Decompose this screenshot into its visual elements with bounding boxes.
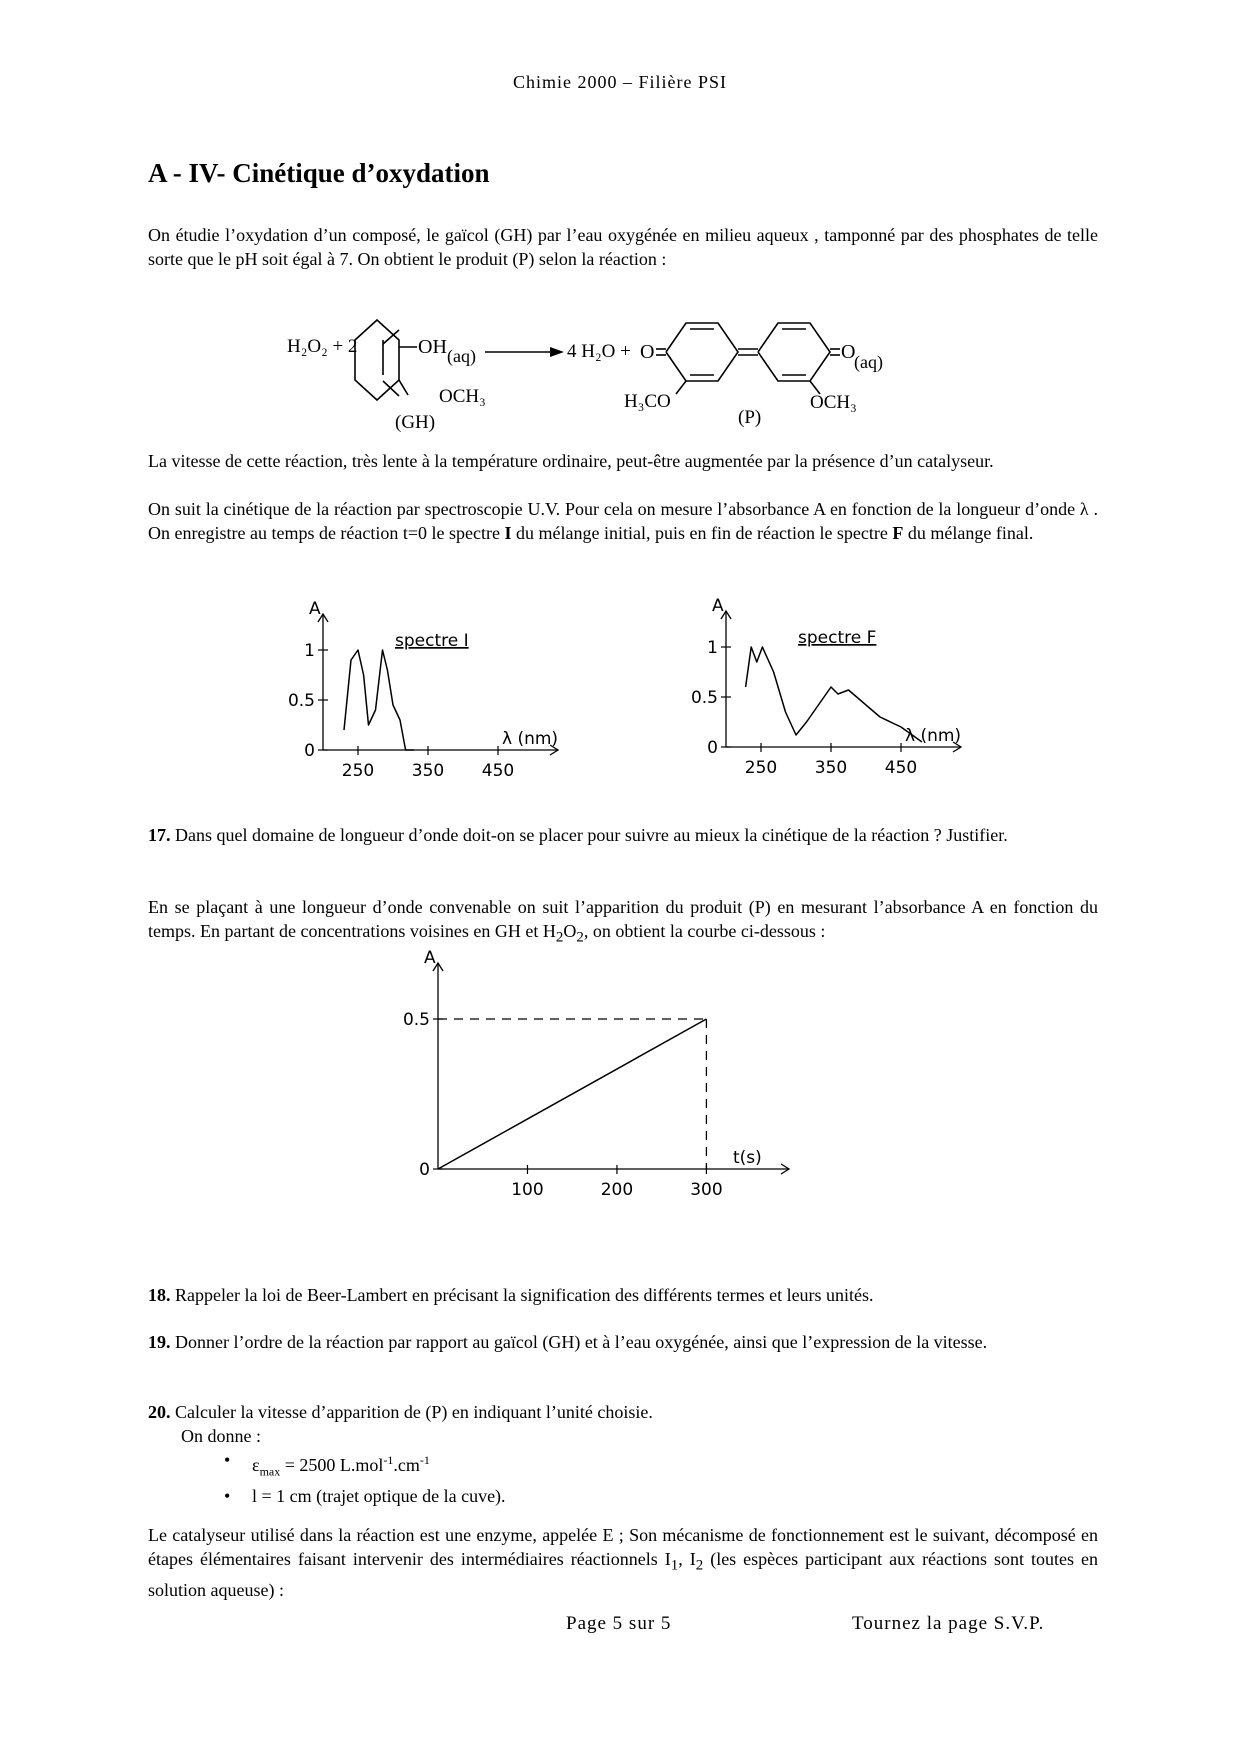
spectro-text-3: du mélange final. [903,523,1034,543]
epsilon-unit-2: .cm [393,1455,420,1475]
spectre-f-chart [688,595,988,790]
oh-group: OH [418,336,447,358]
y-axis-label: A [424,948,436,968]
q20-epsilon-item [148,1448,1098,1484]
section-title: A - IV- Cinétique d’oxydation [148,158,490,188]
absorbance-time-chart [390,948,790,1215]
apparition-paragraph [148,895,1098,950]
q17-number: 17. [148,825,171,845]
intro-text: On étudie l’oxydation d’un composé, le gaïcol (GH) par l’eau oxygénée en milieu aqueux , tamponné par des phosphates de telle sorte que le pH soit égal à 7. On obtient le produit (P) selon la réaction : [148,225,1098,269]
epsilon-sub: max [259,1464,281,1479]
q20-number: 20. [148,1402,171,1422]
gh-label: (GH) [395,412,436,433]
y-tick-label: 0.5 [287,691,315,711]
q20-given: On donne : [181,1426,261,1446]
vitesse-text: La vitesse de cette réaction, très lente à la température ordinaire, peut-être augmentée par la présence d’un catalyseur. [148,451,994,471]
guaiacol-ring [355,320,417,400]
apparition-sub-1: 2 [555,929,564,946]
x-tick-label: 250 [744,758,778,778]
page-number: Page 5 sur 5 [566,1613,672,1634]
catalyseur-sub-1: 1 [670,1557,679,1574]
y-tick-label: 1 [707,638,718,658]
q20-text: Calculer la vitesse d’apparition de (P) en indiquant l’unité choisie. [170,1402,653,1422]
q17-text: Dans quel domaine de longueur d’onde doit-on se placer pour suivre au mieux la cinétique de la réaction ? Justifier. [170,825,1008,845]
x-tick-label: 100 [511,1180,544,1200]
page-header: Chimie 2000 – Filière PSI [513,72,727,92]
x-axis-label: λ (nm) [905,726,962,746]
y-axis-label: A [309,599,321,619]
y-tick-label: 0 [419,1160,430,1180]
q20-data-list [148,1448,1098,1508]
y-axis-label: A [712,596,724,616]
vitesse-paragraph [148,449,1098,473]
x-tick-label: 350 [411,761,445,781]
q18-number: 18. [148,1285,171,1305]
y-tick-label: 0.5 [402,1010,430,1030]
apparition-mid: O [563,921,577,941]
epsilon-value: = 2500 L.mol [280,1455,384,1475]
y-tick-label: 0.5 [690,688,718,708]
apparition-text-2: , on obtient la courbe ci-dessous : [583,921,826,941]
chart-title: spectre F [798,628,877,648]
p-label: (P) [738,407,762,428]
y-tick-label: 0 [304,741,315,761]
spectro-text-1: On suit la cinétique de la réaction par spectroscopie U.V. Pour cela on mesure l’absorbance A en fonction de la longueur d’onde λ . On enregistre au temps de réaction t=0 le spectre [148,499,1098,543]
x-tick-label: 350 [814,758,848,778]
intro-paragraph [148,223,1098,271]
spectro-paragraph [148,497,1098,545]
y-tick-label: 1 [304,641,315,661]
spectro-text-2: du mélange initial, puis en fin de réaction le spectre [511,523,893,543]
q19-number: 19. [148,1332,171,1352]
q20-length-item: • l = 1 cm (trajet optique de la cuve). [148,1484,1098,1508]
methoxy-group: OCH₃ [439,386,486,407]
apparition-sub-2: 2 [576,929,584,946]
x-tick-label: 250 [341,761,375,781]
o-left: O [640,341,655,363]
q19-text: Donner l’ordre de la réaction par rapport au gaïcol (GH) et à l’eau oxygénée, ainsi que l’expression de la vitesse. [170,1332,988,1352]
methoxy-group-2: OCH₃ [810,392,857,413]
o-right: O [841,341,856,363]
data-line [344,650,414,750]
x-tick-label: 450 [481,761,515,781]
epsilon-exp-2: -1 [419,1453,430,1467]
aq-label-1: (aq) [447,346,476,366]
product-rings [656,323,840,394]
reaction-scheme [280,320,980,440]
spectre-i-chart [285,598,585,793]
x-tick-label: 200 [600,1180,634,1200]
catalyseur-text-1: Le catalyseur utilisé dans la réaction est une enzyme, appelée E ; Son mécanisme de fonctionnement est le suivant, décomposé en étapes élémentaires faisant intervenir des intermédiaires réactionnels I [148,1525,1098,1569]
turn-page-note: Tournez la page S.V.P. [852,1613,1045,1634]
data-line [438,1019,706,1169]
y-tick-label: 0 [707,738,718,758]
reactant-h2o2: H₂O₂ + 2 [287,336,358,357]
q19-paragraph [148,1330,1098,1354]
data-line [746,647,922,742]
x-tick-label: 300 [690,1180,723,1200]
epsilon-exp-1: -1 [383,1453,394,1467]
h3co-group: H₃CO [624,391,671,412]
x-axis-label: t(s) [733,1148,762,1168]
catalyseur-sub-2: 2 [695,1557,704,1574]
apparition-text-1: En se plaçant à une longueur d’onde convenable on suit l’apparition du produit (P) en mesurant l’absorbance A en fonction du temps. En partant de concentrations voisines en GH et H [148,897,1098,941]
x-axis-label: λ (nm) [502,729,559,749]
spectro-i: I [504,523,512,543]
catalyseur-text-2: (les espèces participant aux réactions sont toutes en solution aqueuse) : [148,1549,1098,1600]
reaction-arrowhead [550,347,564,357]
q20-paragraph [148,1400,1098,1508]
aq-label-2: (aq) [854,352,883,372]
q18-text: Rappeler la loi de Beer-Lambert en précisant la signification des différents termes et leurs unités. [170,1285,874,1305]
spectro-f: F [892,523,904,543]
q17-paragraph [148,823,1098,847]
chart-title: spectre I [395,631,469,651]
x-tick-label: 450 [884,758,918,778]
q18-paragraph [148,1283,1098,1307]
epsilon-symbol: ε [252,1455,260,1475]
water-product: 4 H₂O + [567,341,631,362]
catalyseur-mid: , I [678,1549,696,1569]
catalyseur-paragraph [148,1523,1098,1602]
